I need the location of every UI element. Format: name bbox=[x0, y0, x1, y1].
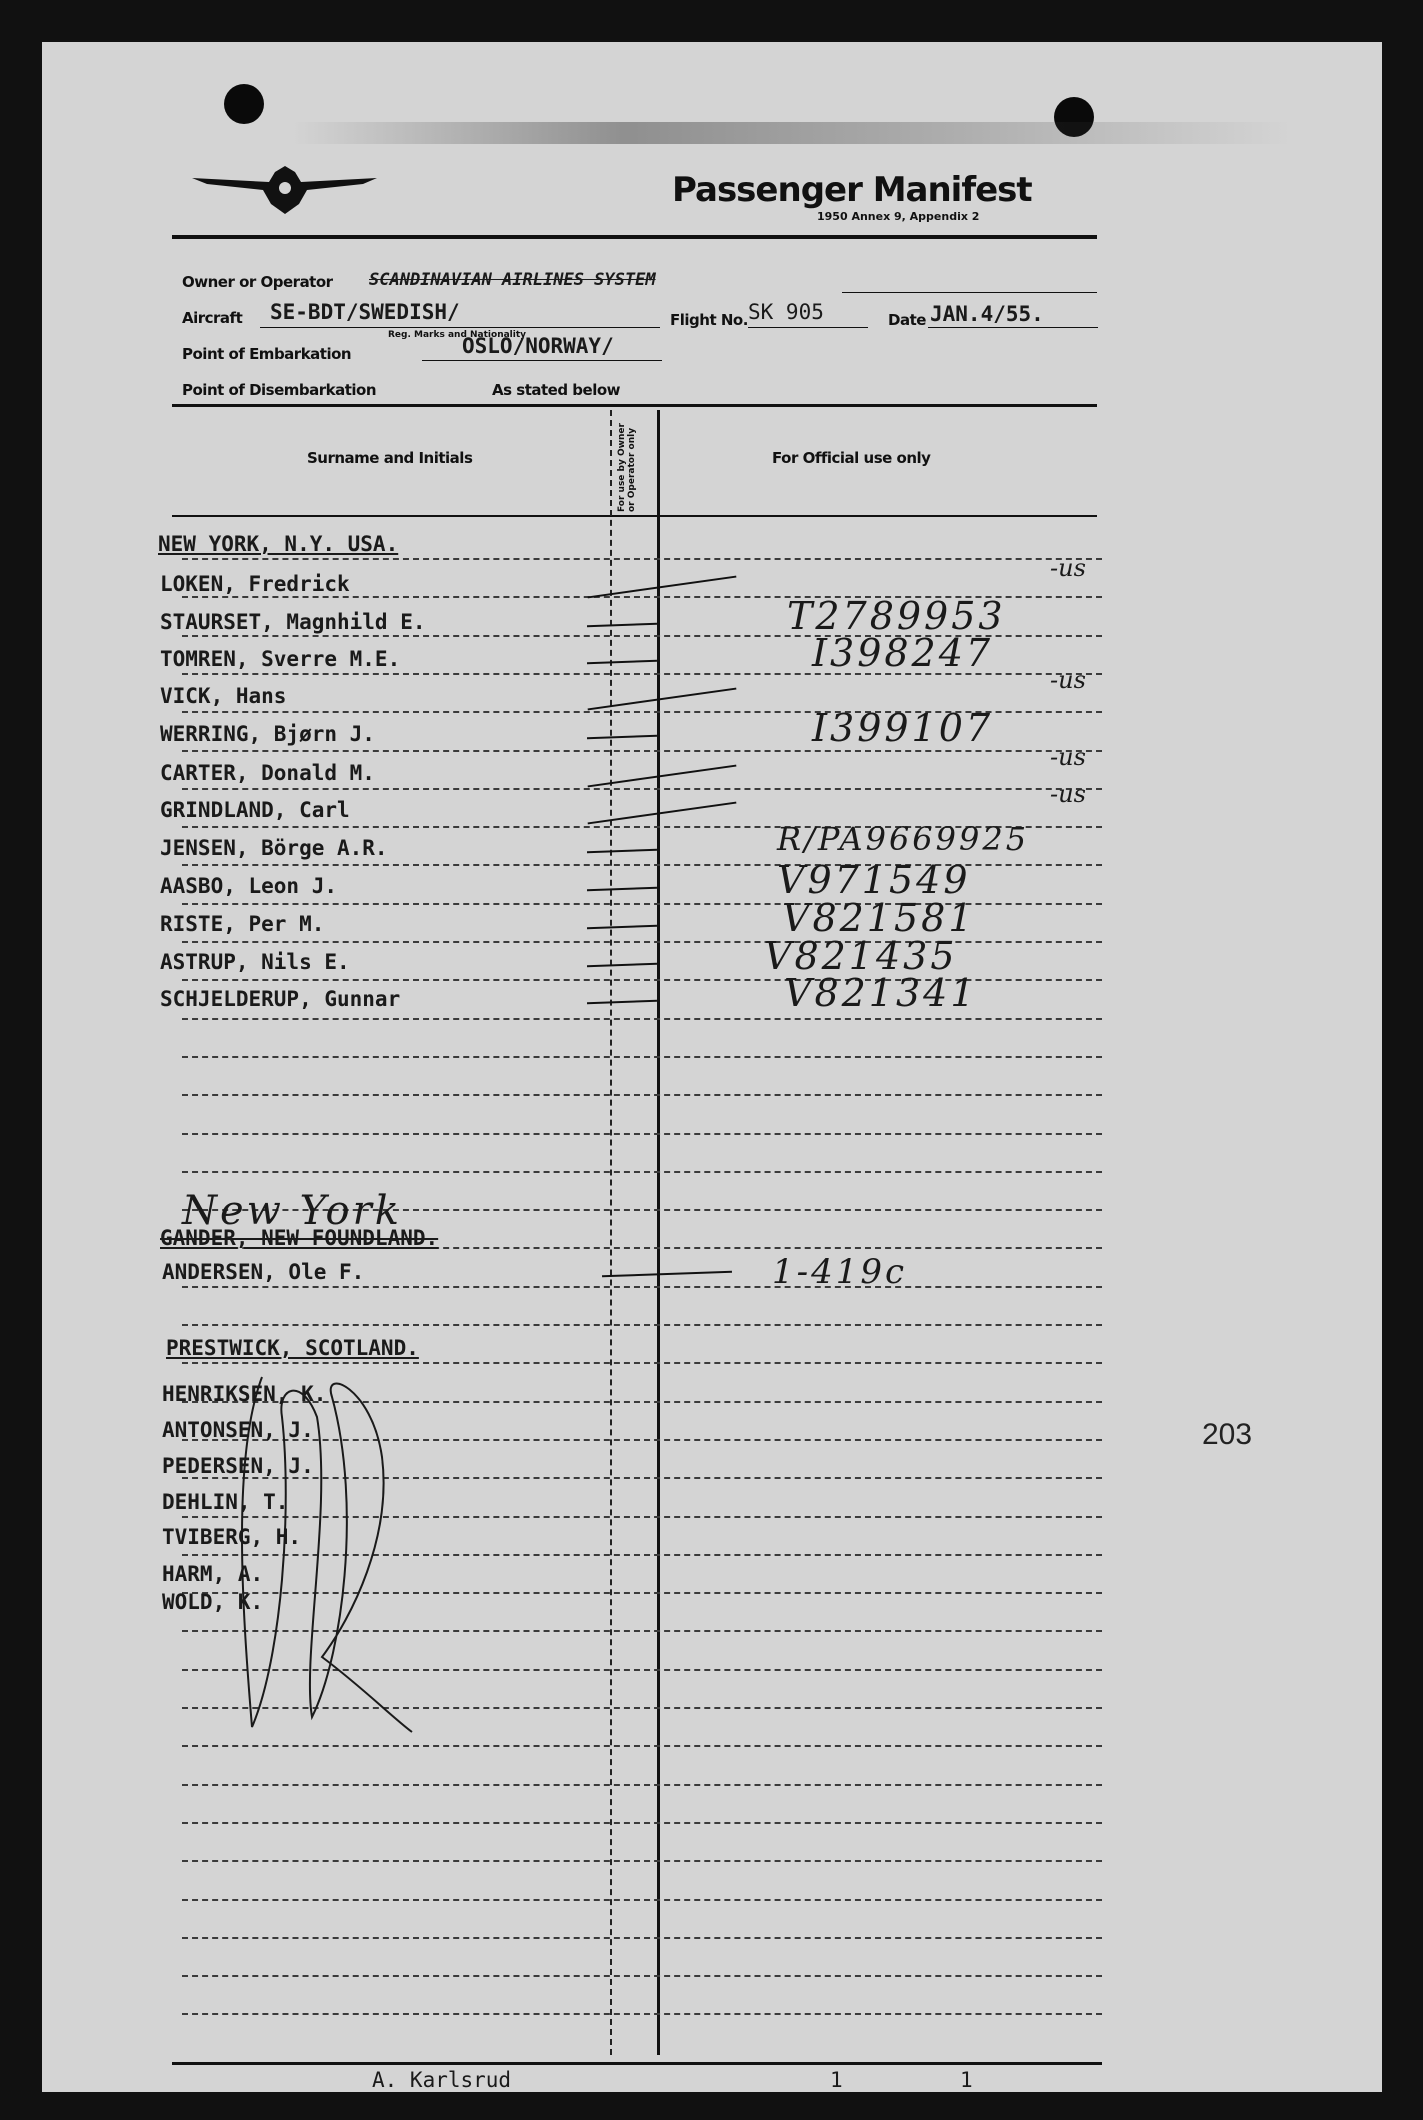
margin-annotation: -us bbox=[1050, 743, 1086, 771]
official-number: I398247 bbox=[812, 631, 994, 675]
passenger-name: CARTER, Donald M. bbox=[160, 761, 375, 785]
ruled-row-line bbox=[182, 1975, 1102, 1977]
flight-value: SK 905 bbox=[748, 300, 824, 324]
aircraft-value: SE-BDT/SWEDISH/ bbox=[270, 300, 460, 324]
official-number: R/PA9669925 bbox=[777, 820, 1030, 858]
footer-count: 1 bbox=[830, 2068, 843, 2092]
ruled-row-line bbox=[182, 1784, 1102, 1786]
ruled-row-line bbox=[182, 1018, 1102, 1020]
ruled-row-line bbox=[182, 1822, 1102, 1824]
owner-tick bbox=[587, 849, 657, 853]
embark-value: OSLO/NORWAY/ bbox=[462, 334, 614, 358]
passenger-name: VICK, Hans bbox=[160, 684, 287, 708]
passenger-name: GRINDLAND, Carl bbox=[160, 798, 350, 822]
owner-tick bbox=[587, 887, 657, 891]
official-number: I399107 bbox=[812, 706, 994, 750]
flight-underline bbox=[748, 327, 868, 328]
passenger-name: DEHLIN, T. bbox=[162, 1490, 289, 1514]
passenger-name: STAURSET, Magnhild E. bbox=[160, 610, 426, 634]
ruled-row-line bbox=[182, 1324, 1102, 1326]
handwritten-loop-mark bbox=[222, 1357, 452, 1737]
ruled-row-line bbox=[182, 1056, 1102, 1058]
aircraft-hint: Reg. Marks and Nationality bbox=[388, 330, 527, 340]
ruled-row-line bbox=[182, 1745, 1102, 1747]
official-number: 1-419c bbox=[772, 1252, 908, 1292]
official-number: V821581 bbox=[782, 896, 976, 940]
owner-underline bbox=[842, 292, 1097, 293]
official-number: T2789953 bbox=[787, 594, 1006, 638]
owner-tick bbox=[587, 925, 657, 929]
owner-tick bbox=[587, 623, 657, 627]
passenger-name: JENSEN, Börge A.R. bbox=[160, 836, 388, 860]
ruled-row-line bbox=[182, 1937, 1102, 1939]
punch-hole-left bbox=[224, 84, 264, 124]
owner-tick bbox=[587, 1000, 657, 1004]
owner-tick bbox=[587, 735, 657, 739]
section-heading-gander: GANDER, NEW FOUNDLAND. bbox=[160, 1226, 439, 1250]
owner-value: SCANDINAVIAN AIRLINES SYSTEM bbox=[369, 270, 656, 290]
disembark-label: Point of Disembarkation bbox=[182, 381, 377, 399]
owner-tick bbox=[587, 660, 657, 664]
footer-rule bbox=[172, 2062, 1102, 2065]
passenger-name: ANTONSEN, J. bbox=[162, 1418, 314, 1442]
passenger-name: HARM, A. bbox=[162, 1562, 264, 1586]
official-number: V821341 bbox=[784, 971, 978, 1015]
ruled-row-line bbox=[182, 1171, 1102, 1173]
embark-underline bbox=[422, 360, 662, 361]
passenger-name: AASBO, Leon J. bbox=[160, 874, 338, 898]
col-head-official: For Official use only bbox=[772, 449, 931, 467]
ruled-row-line bbox=[182, 1133, 1102, 1135]
passenger-name: WERRING, Bjørn J. bbox=[160, 722, 375, 746]
page-number: 203 bbox=[1202, 1418, 1253, 1451]
passenger-name: ASTRUP, Nils E. bbox=[160, 950, 350, 974]
section-heading-new-york: NEW YORK, N.Y. USA. bbox=[158, 532, 399, 556]
disembark-value: As stated below bbox=[492, 381, 620, 399]
winged-logo-icon bbox=[187, 160, 382, 220]
official-number: V821435 bbox=[764, 934, 958, 978]
date-label: Date bbox=[888, 311, 926, 329]
ruled-row-line bbox=[182, 2013, 1102, 2015]
passenger-name: HENRIKSEN, K. bbox=[162, 1382, 327, 1406]
owner-tick bbox=[587, 963, 657, 967]
margin-annotation: -us bbox=[1050, 780, 1086, 808]
passenger-name: TVIBERG, H. bbox=[162, 1525, 302, 1549]
footer-count: 1 bbox=[960, 2068, 973, 2092]
owner-label: Owner or Operator bbox=[182, 273, 333, 291]
margin-annotation: -us bbox=[1050, 666, 1086, 694]
col-head-rule bbox=[172, 515, 1097, 517]
ruled-row-line bbox=[182, 1860, 1102, 1862]
form-bottom-rule bbox=[172, 404, 1097, 407]
ruled-row-line bbox=[182, 1094, 1102, 1096]
ruled-row-line bbox=[182, 788, 1102, 790]
embark-label: Point of Embarkation bbox=[182, 345, 352, 363]
scan-smudge bbox=[292, 122, 1292, 144]
flight-label: Flight No. bbox=[670, 311, 748, 329]
ruled-row-line bbox=[182, 1899, 1102, 1901]
ruled-row-line bbox=[182, 941, 1102, 943]
ruled-row-line bbox=[182, 1286, 1102, 1288]
ruled-row-line bbox=[182, 558, 1102, 560]
passenger-name: ANDERSEN, Ole F. bbox=[162, 1260, 365, 1284]
aircraft-underline bbox=[260, 327, 660, 328]
col-divider-left-dashed bbox=[610, 410, 612, 2055]
footer-signature: A. Karlsrud bbox=[372, 2068, 512, 2092]
gander-handwritten-heading: New York bbox=[182, 1188, 402, 1234]
col-head-owner-use: For use by Owner or Operator only bbox=[617, 423, 637, 512]
manifest-sheet bbox=[42, 42, 1382, 2092]
manifest-title: Passenger Manifest bbox=[672, 170, 1032, 210]
aircraft-label: Aircraft bbox=[182, 309, 243, 327]
passenger-name: LOKEN, Fredrick bbox=[160, 572, 350, 596]
col-head-name: Surname and Initials bbox=[307, 449, 473, 467]
margin-annotation: -us bbox=[1050, 554, 1086, 582]
section-heading-prestwick: PRESTWICK, SCOTLAND. bbox=[166, 1336, 419, 1360]
passenger-name: TOMREN, Sverre M.E. bbox=[160, 647, 401, 671]
date-underline bbox=[928, 327, 1098, 328]
passenger-name: SCHJELDERUP, Gunnar bbox=[160, 987, 401, 1011]
date-value: JAN.4/55. bbox=[930, 302, 1044, 326]
official-number: V971549 bbox=[777, 858, 971, 902]
passenger-name: RISTE, Per M. bbox=[160, 912, 325, 936]
manifest-subtitle: 1950 Annex 9, Appendix 2 bbox=[817, 210, 980, 223]
col-divider-right bbox=[657, 410, 660, 2055]
passenger-name: WOLD, K. bbox=[162, 1590, 264, 1614]
passenger-name: PEDERSEN, J. bbox=[162, 1454, 314, 1478]
owner-tick bbox=[602, 1271, 732, 1278]
header-rule bbox=[172, 235, 1097, 239]
